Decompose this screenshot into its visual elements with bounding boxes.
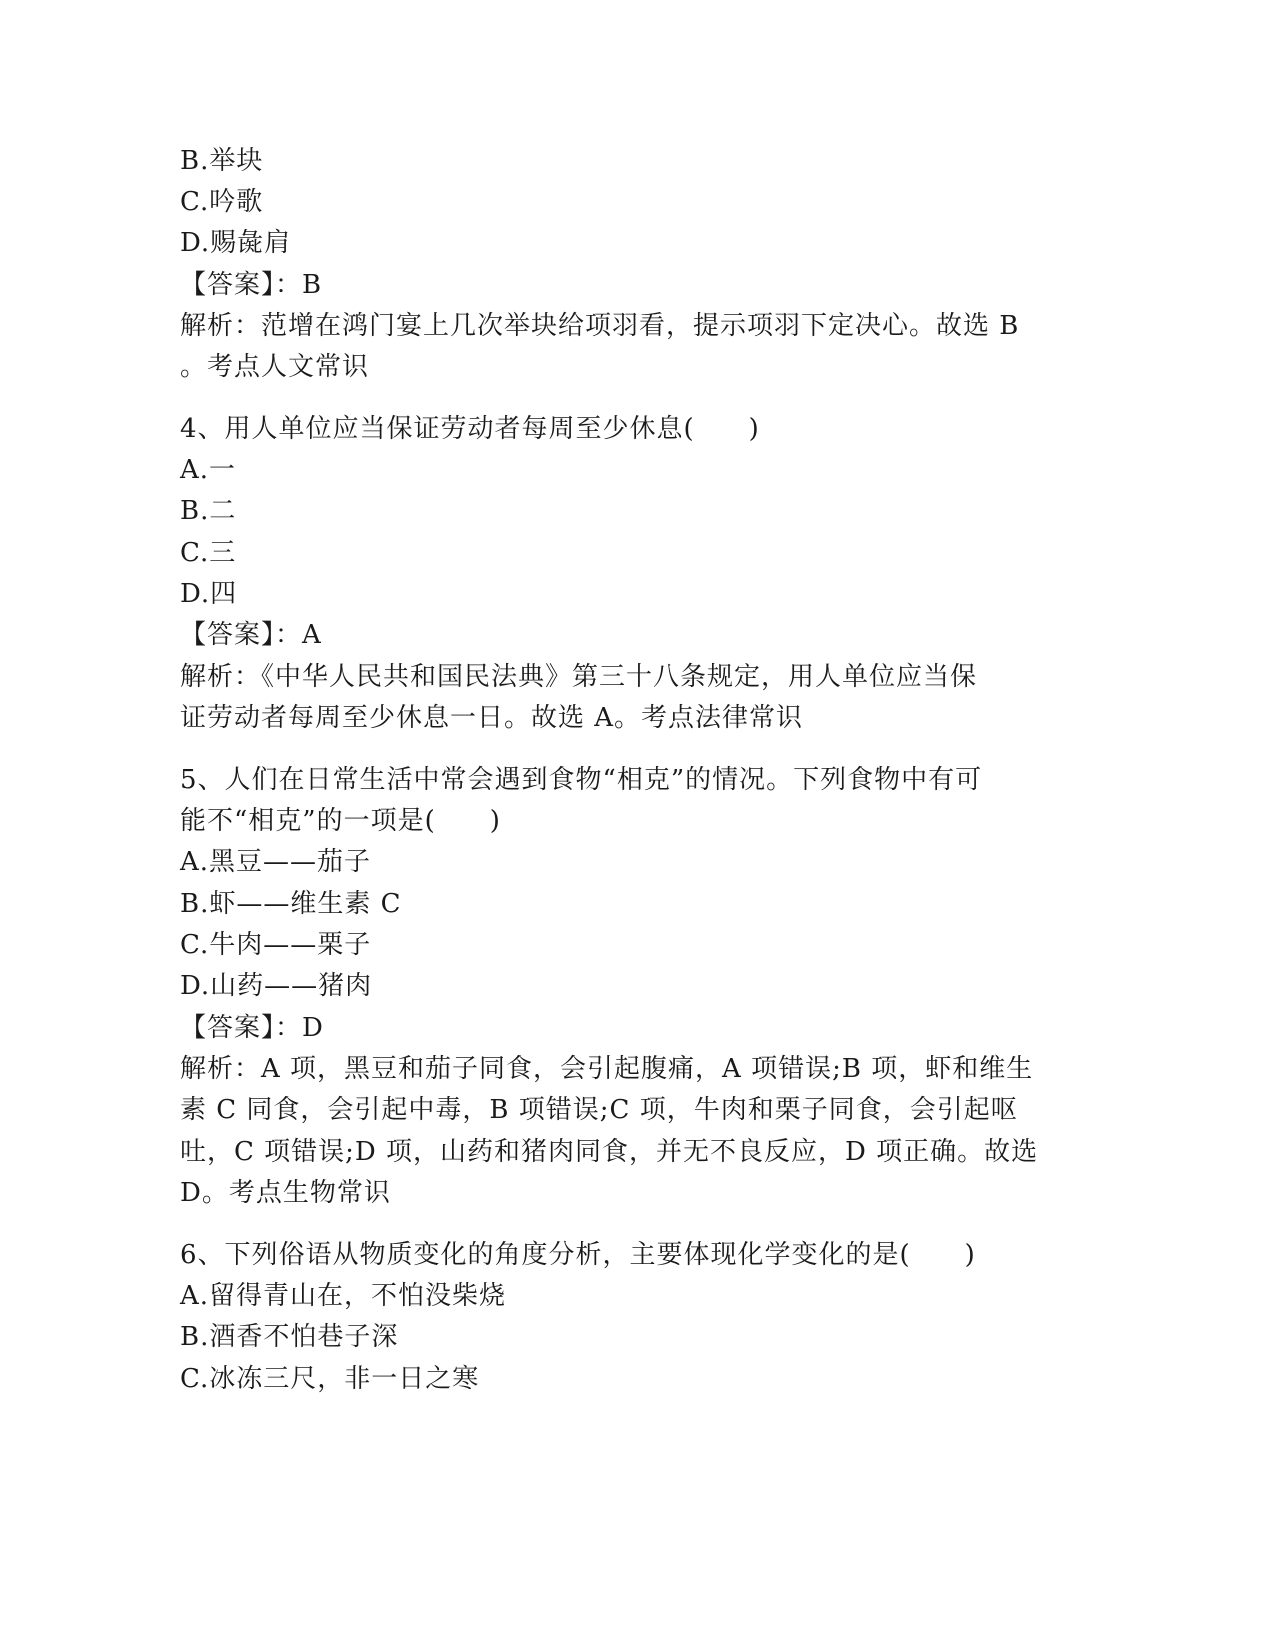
q4-option-c: C.三 <box>180 538 237 568</box>
q4-question: 4、用人单位应当保证劳动者每周至少休息( ) <box>180 414 760 444</box>
q6-option-b: B.酒香不怕巷子深 <box>180 1322 399 1352</box>
q3-analysis-line-2: 。考点人文常识 <box>180 352 370 382</box>
q3-answer: 【答案】：B <box>180 270 323 300</box>
q3-analysis-line-1: 解析：范增在鸿门宴上几次举块给项羽看，提示项羽下定决心。故选 B <box>180 311 1020 341</box>
q5-option-a: A.黑豆——茄子 <box>180 847 372 877</box>
q4-answer: 【答案】：A <box>180 620 322 650</box>
q3-option-d: D.赐彘肩 <box>180 228 292 258</box>
q4-option-b: B.二 <box>180 496 237 526</box>
q6-option-a: A.留得青山在，不怕没柴烧 <box>180 1281 507 1311</box>
q4-option-a: A.一 <box>180 455 237 485</box>
q5-question-line-2: 能不“相克”的一项是( ) <box>180 806 501 836</box>
q4-option-d: D.四 <box>180 579 238 609</box>
q5-answer: 【答案】：D <box>180 1013 324 1043</box>
q3-option-b: B.举块 <box>180 146 264 176</box>
q5-analysis-line-4: D。考点生物常识 <box>180 1178 391 1208</box>
q4-analysis-line-2: 证劳动者每周至少休息一日。故选 A。考点法律常识 <box>180 703 804 733</box>
q3-option-c: C.吟歌 <box>180 187 264 217</box>
q5-option-d: D.山药——猪肉 <box>180 971 373 1001</box>
q5-option-b: B.虾——维生素 C <box>180 889 402 919</box>
q5-analysis-line-2: 素 C 同食，会引起中毒，B 项错误;C 项，牛肉和栗子同食，会引起呕 <box>180 1095 1018 1125</box>
q5-analysis-line-1: 解析：A 项，黑豆和茄子同食，会引起腹痛，A 项错误;B 项，虾和维生 <box>180 1054 1034 1084</box>
q6-question: 6、下列俗语从物质变化的角度分析，主要体现化学变化的是( ) <box>180 1240 976 1270</box>
q5-question-line-1: 5、人们在日常生活中常会遇到食物“相克”的情况。下列食物中有可 <box>180 765 983 795</box>
q6-option-c: C.冰冻三尺，非一日之寒 <box>180 1364 480 1394</box>
q5-option-c: C.牛肉——栗子 <box>180 930 372 960</box>
q4-analysis-line-1: 解析：《中华人民共和国民法典》第三十八条规定，用人单位应当保 <box>180 662 978 692</box>
q5-analysis-line-3: 吐，C 项错误;D 项，山药和猪肉同食，并无不良反应，D 项正确。故选 <box>180 1137 1039 1167</box>
